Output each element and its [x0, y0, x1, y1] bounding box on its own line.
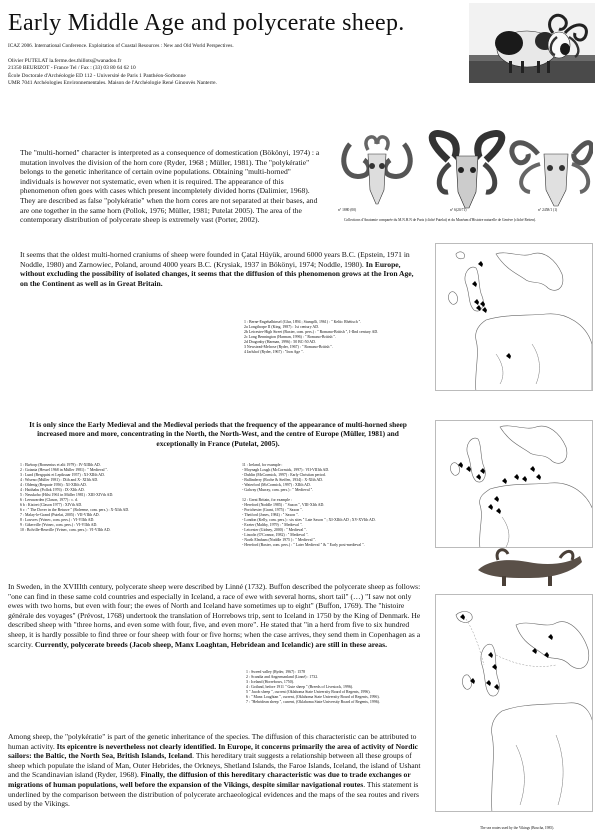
author-line: Olivier PUTELAT la.ferme.des.thillots@wanadoo.fr — [8, 58, 122, 64]
conclusion-bold-text: Finally, the diffusion of this hereditary characteristic was due to trade exchanges or migrations of human populations, well before the expansion of the Vikings, despite similar navigational routes — [8, 770, 411, 789]
legend-item: - Galway (Murray, com. pers.) : " Medieval ". — [242, 488, 314, 492]
skull-caption: Collections d'Anatomie comparée du M.N.H.N de Paris (cliché Putelat) et du Muséum d'Histoire naturelle de Genève (cliché Reiten). — [344, 218, 537, 222]
legend-item: 6 : " Manx Loaghtan ", current, (Oklahoma State University Board of Regents, 1996). — [246, 695, 380, 699]
modern-era-text: In Sweden, in the XVIIIth century, polycerate sheep were described by Linné (1732). Buffon described the polycerate sheep as follows: "one can find in these same cold countries and especially in Iceland, a race of ewe with several horns, short tail" (…) "I saw not only ewes with two horns, but even with four; the ewes of North and Iceland have sometimes up to eight" (Buffon, 1769). The "histoire générale des voyages" (Prévost, 1768) undertook the translation of Horrebows trip, sent to Iceland in 1750 by the King of Denmark. He described sheep with "three horns, and even some with four, five, and even more". He stated that "in a herd from five to six hundred sheep, it is hardly possible to find three or four sheep with four or five horns; when the case arrives, they send them in Copenhagen as a scarcity. — [8, 582, 421, 649]
author-line: École Doctorale d'Archéologie ED 112 - Université de Paris 1 Panthéon-Sorbonne — [8, 72, 186, 79]
legend-item: - Lincoln (O'Connor, 1982) : " Medieval ". — [242, 533, 309, 537]
legend-item: 9 : Gikerville (Yvinec, com. pers.) : VI-VIIth AD. — [20, 523, 98, 527]
conclusion-paragraph — [8, 732, 424, 809]
legend-item: 8 : Louvres (Yvinec, com. pers.) : VI-VIIth AD. — [20, 518, 95, 522]
legend-item: 6 c : " The Dover in the Betuwe " (Roleeme, com. pers.) : X-XIth AD. — [20, 508, 130, 512]
legend-item: 1 : Berne-Engehalbinsel (Glur, 1894 ; Stampfli, 1961) : " Keltic Rhétisch ". — [244, 320, 362, 324]
iron-age-text: It seems that the oldest multi-horned craniums of sheep were founded in Çatal Hüyük, around 6000 years B.C. (Epstein, 1971 in Noddle, 1980) and Zarnowiec, Poland, around 4000 years B.C. (Krysiak, 1937 in Bökönyi, 1974; Noddle, 1980). — [20, 250, 410, 269]
conclusion-text: . This hereditary trait suggests a relationship between all these groups of sheep which populate the island of Man, Outer Hebrides, the Orkneys, Shetland Islands, the Faroe Islands, Iceland, the island of Ushant and the Scandinavian island (Ryder, 1968). — [8, 751, 421, 780]
legend-item: 4 Jarlshof (Ryder, 1967) : "Iron Age ". — [244, 350, 304, 354]
legend-item: - Hereford (Baxter, com. pers.) : " Later Medieval " & " Early post-medieval ". — [242, 543, 365, 547]
iron-age-bold-text: In Europe, without excluding the possibility of isolated changes, it seems that the diffusion of this phenomenon grows at the Iron Age, on the Continent as well as in Great Britain. — [20, 259, 414, 288]
legend-item: 3 : Iceland (Horrebows, 1750). — [246, 680, 294, 684]
legend-item: 7 : Malay-le-Grand (Putelat, 2005) : VII-VIIth AD. — [20, 513, 100, 517]
medieval-map — [435, 420, 593, 548]
legend-item: 1 : Sweed valley (Ryder, 1967) : 1578 — [246, 670, 306, 674]
legend-item: 3 Newstead-Melrose (Ryder, 1967) : " Romano-British ". — [244, 345, 333, 349]
legend-item: 2 : Goiania (Hessel 1968 in Müller 1981) : " Medieval ". — [20, 468, 109, 472]
modern-era-bold-text: Currently, polycerate breeds (Jacob sheep, Manx Loaghtan, Hebridean and Icelandic) are still in these areas. — [34, 639, 388, 649]
legend-item: 2 : Scandia and Angermanland (Linné) : 1732. — [246, 675, 319, 679]
legend-item: 2d Dragonby (Harman, 1996) : 50 BC-50 AD. — [244, 340, 316, 344]
legend-item: 6 b : Kiziret (Clason 1977) : XIVth AD. — [20, 503, 83, 507]
skull-tag: n° 6(20/71) — [450, 208, 467, 212]
modern-era-paragraph — [8, 582, 428, 649]
conclusion-text: . This statement is underlined by the comparison between the distribution of polycerate archaeological evidences and the maps of the sea routes and rivers used by the Vikings. — [8, 779, 419, 809]
intro-paragraph: The "multi-horned" character is interpreted as a consequence of domestication (Bökönyi, 1974) : a mutation involves the division of the horn core (Ryder, 1968 ; Müller, 1981). The "polykératie" belongs to the genetic inheritance of certain ovine populations. Obtaining "multi-horned" individuals is however not systematic, even when it is required. The appearance of this phenomenon often goes with cases which present incompletely divided horns (Dalimier, 1968). They are described as false "polykératie" when the horn cores are not separated at their bases, and are one together in the same horn (Pollok, 1976; Müller, 1981; Putelat 2005). The area of the contemporary distribution of polycerate sheep is extremely vast (Porter, 2002). — [20, 148, 320, 225]
legend-item: - Waterford (McCormick, 1997) : XIIth AD. — [242, 483, 311, 487]
legend-item: - Portchester (Grant, 1975) : " Saxon ". — [242, 508, 303, 512]
multi-horned-sheep-photo — [469, 3, 595, 83]
legend-item: 2b Leicester-High Street (Baxter, com. pers.) : " Romano-British ", I-IInd century AD. — [244, 330, 379, 334]
poster-title: Early Middle Age and polycerate sheep. — [8, 10, 405, 36]
legend-item: - London (Kelly, com. pers.) : six sites " Late Saxon " ; XI-XIIth AD ; XV-XVIth AD. — [242, 518, 376, 522]
author-block — [8, 58, 348, 88]
legend-item: 5 " Jacob sheep ", current (Oklahoma State University Board of Regents, 1996). — [246, 690, 371, 694]
author-line: UMR 7041 Archéologies Environnementales. Maison de l'Archéologie René Ginouvès Nanterre. — [8, 80, 217, 87]
medieval-legend-continent — [20, 463, 129, 533]
modern-era-legend — [246, 670, 380, 705]
skull-tag: n° 1880 (00) — [338, 208, 357, 212]
map-caption: The sea routes used by the Vikings (Boucha, 1985). — [480, 826, 555, 830]
legend-item: 4 : Oldenig (Requate 1956) : XI-XIIth AD. — [20, 483, 87, 487]
iron-age-paragraph — [20, 250, 418, 288]
skull-photographs — [338, 130, 593, 212]
legend-item: - Ballinderry (Roche & Steffen, 1934) : X-XIth AD. — [242, 478, 323, 482]
legend-item: - North Elmham (Noddle 1975 ) : " Medieval ". — [242, 538, 317, 542]
iron-age-map — [435, 243, 593, 391]
legend-item: 1 : Ekétorp (Bonsenius et alii 1979) : IV-XIIIth AD. — [20, 463, 101, 467]
legend-item: 2a Longthorpe II (King, 1987) : 1st century AD. — [244, 325, 319, 329]
sheep-figurine-photo — [468, 544, 588, 588]
author-line: 21350 BEURIZOT - France Tel / Fax : (33) 03 80 64 62 10 — [8, 65, 136, 72]
viking-sea-routes-map — [435, 594, 593, 812]
legend-item: 4 : Haithabu (Pollok 1976) : IX-XIth AD. — [20, 488, 85, 492]
legend-item: 6 : Leeuwarden (Clason, 1977) : c. d. — [20, 498, 78, 502]
legend-item: 12 : Great Britain, for example : — [242, 498, 293, 502]
legend-item: 4 : Wiseno (Müller 1981) : IXth and X- XIIth AD. — [20, 478, 99, 482]
legend-item: - Exeter (Maltby, 1979) : " Medieval ". — [242, 523, 303, 527]
legend-item: 2c Long Bennington (Harman, 1996) : " Romano-British ". — [244, 335, 336, 339]
legend-item: - Thetford (Jones, 1984) : " Saxon ". — [242, 513, 299, 517]
legend-item: 5 : Neuskoho (Hilsi 1961 in Müller 1981) : XIII-XIVth AD. — [20, 493, 114, 497]
legend-item: 10 : Bolville-Beuville (Yvinec, com. pers.) : VI-VIIth AD. — [20, 528, 111, 532]
conclusion-text: Among sheep, the "polykératie" is part of the genetic inheritance of the species. The diffusion of this characteristic can be attributed to human activity. — [8, 732, 417, 751]
iron-age-legend — [244, 320, 378, 355]
legend-item: 7 : "Hebridean sheep ", current, (Oklahoma State University Board of Regents, 1996). — [246, 700, 380, 704]
legend-item: 11 : Ireland, for example : — [242, 463, 283, 467]
legend-item: - Dublin (McCormick, 1997) : Early Christian period. — [242, 473, 326, 477]
medieval-paragraph: It is only since the Early Medieval and the Medieval periods that the frequency of the appearance of multi-horned sheep increased more and more, concentrating in the North, the North-West, and the centre of Europe (Müller, 1981) and exceptionally in France (Putelat, 2005). — [29, 420, 407, 448]
legend-item: 4 : Gotland, before 1911 " Gute sheep " (Breeds of Livestock, 1996). — [246, 685, 354, 689]
conference-line: ICAZ 2006. International Conference. Exploitation of Coastal Resources : New and Old World Perspectives. — [8, 43, 234, 49]
legend-item: - Hereford (Noddle 1985) : " Saxon ", VIII-XIth AD. — [242, 503, 325, 507]
skull-tag: n° 2458/1 (1) — [538, 208, 558, 212]
medieval-legend-isles — [242, 463, 376, 548]
conclusion-bold-text: Its epicentre is nevertheless not clearly identified. In Europe, it concerns primarily the area of activity of Nordic sailors: the Baltic, the North Sea, British Islands, Iceland — [8, 741, 418, 761]
legend-item: - Moynagh Lough (McCormick, 1997) : VII-VIIIth AD. — [242, 468, 330, 472]
legend-item: - Leicester (Gidney, 2000) : " Medieval ". — [242, 528, 307, 532]
legend-item: 3 : Lund (Bergquist et Lepiksaar 1957) : XI-XIIth AD. — [20, 473, 105, 477]
